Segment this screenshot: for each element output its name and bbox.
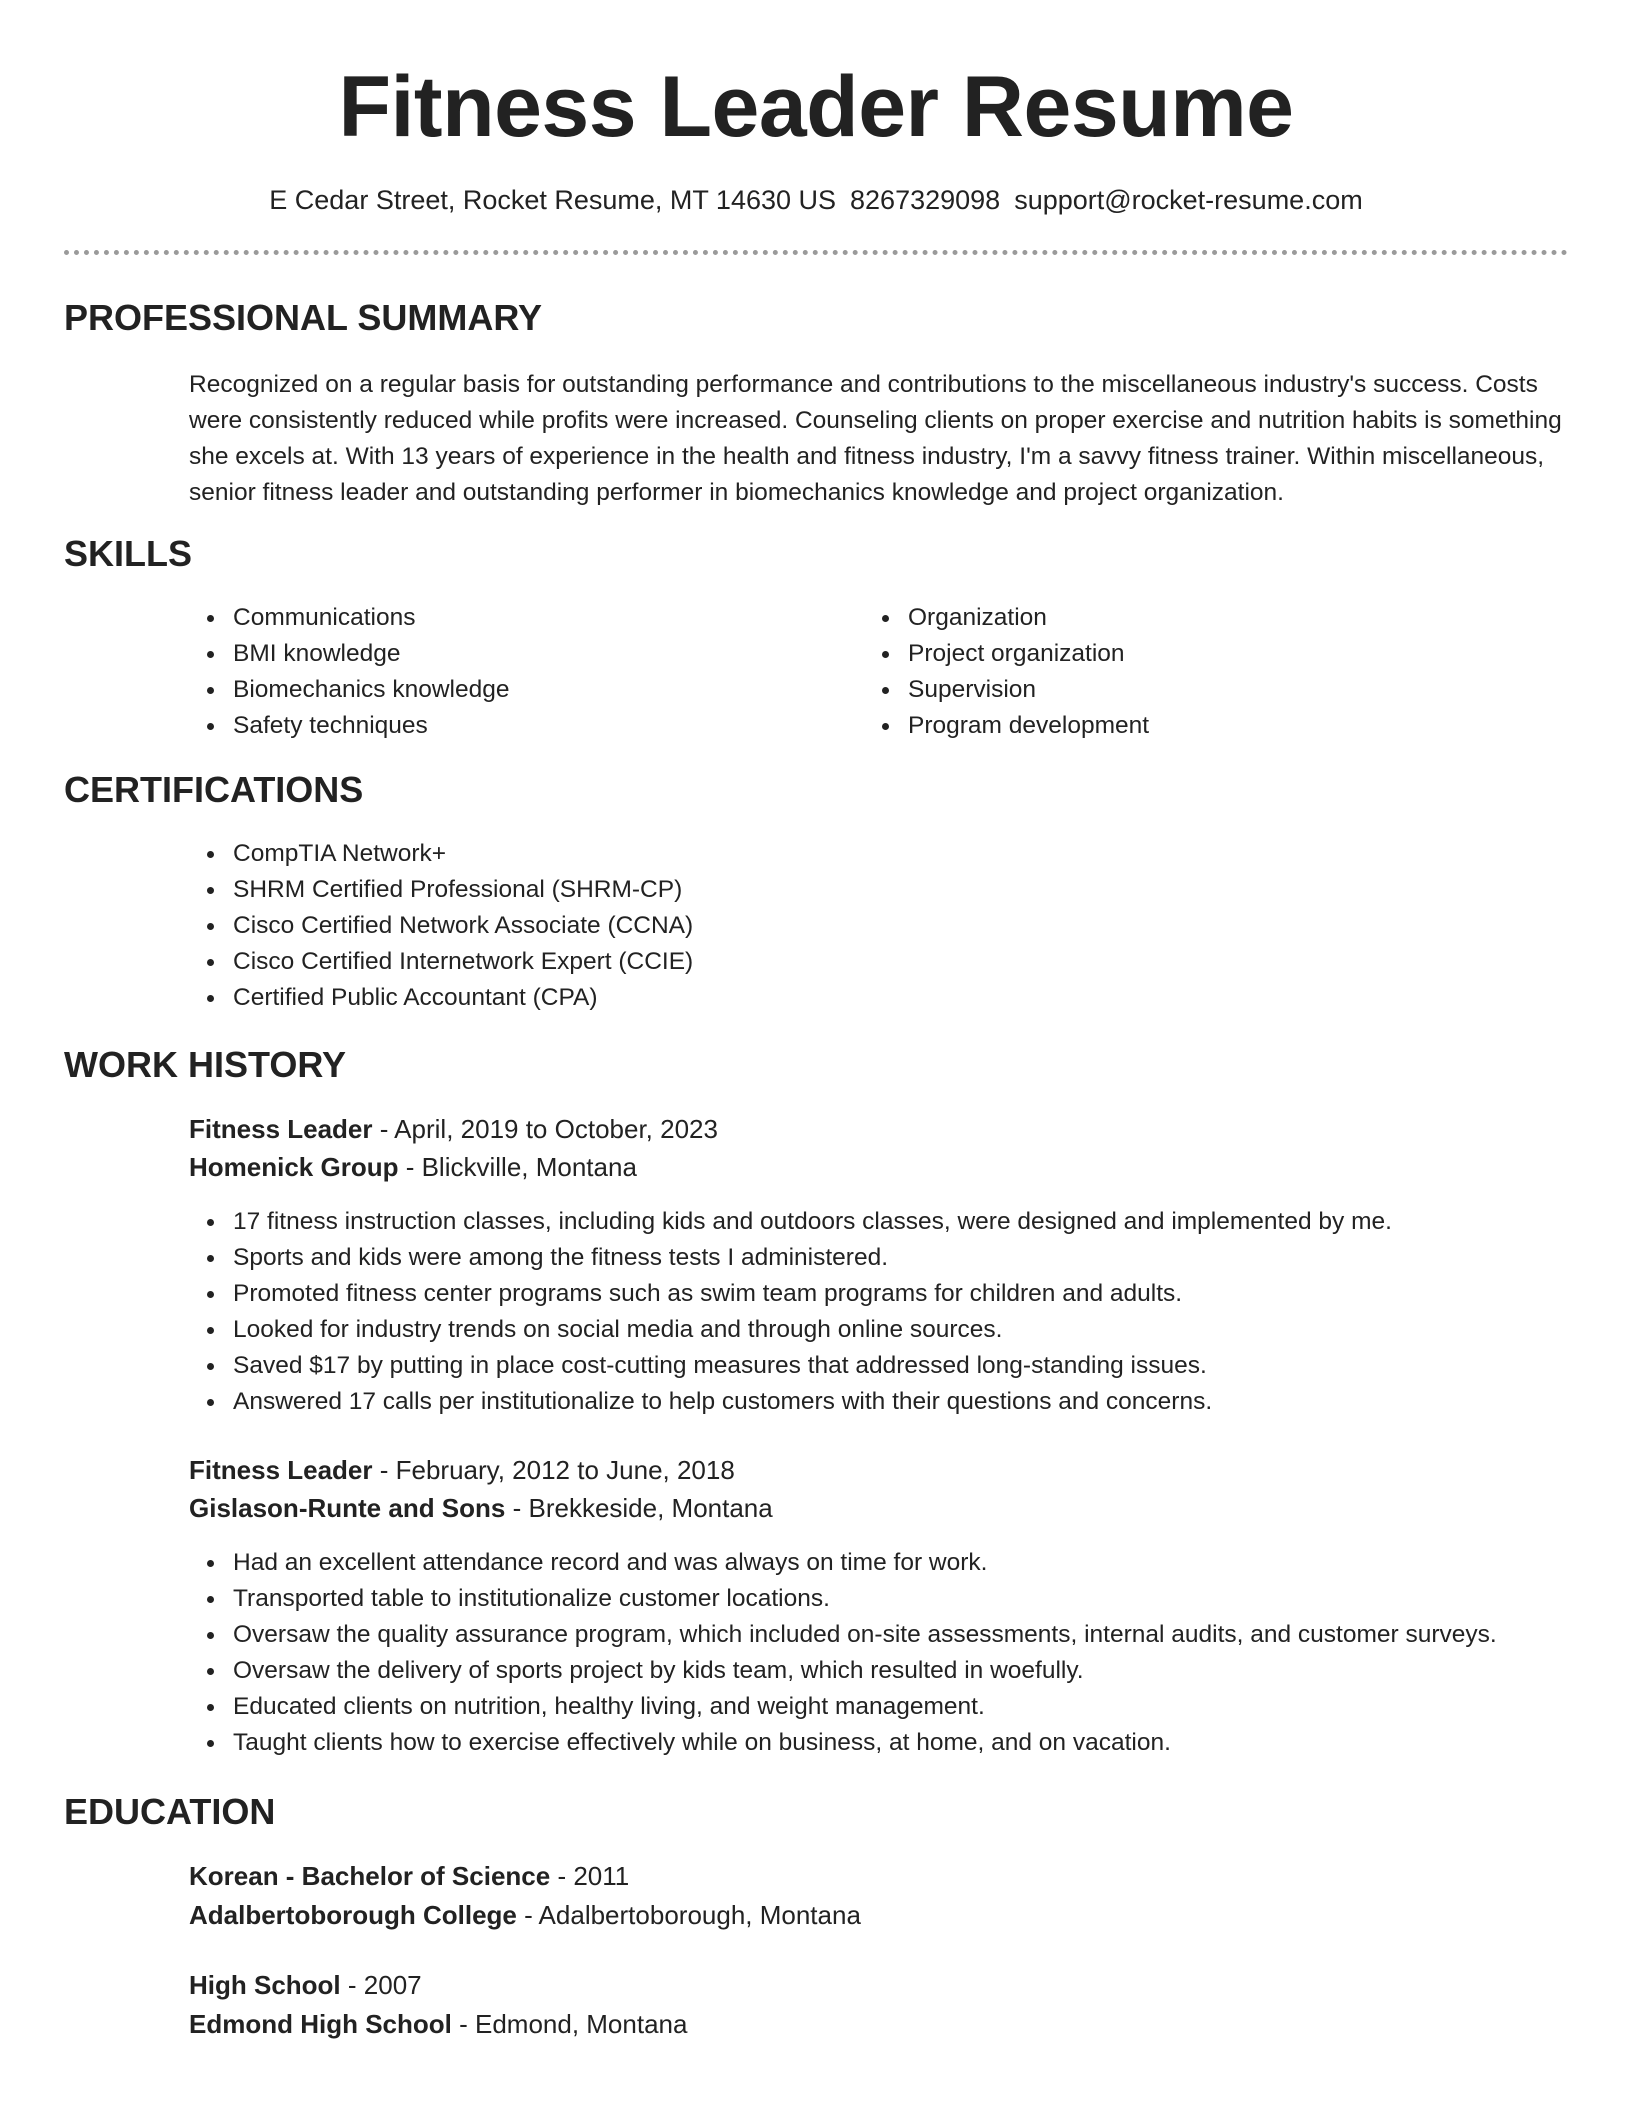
list-item: Saved $17 by putting in place cost-cutting measures that addressed long-standing issues.: [189, 1348, 1392, 1384]
list-item: Project organization: [864, 636, 1149, 672]
job-bullets: [189, 1204, 1392, 1420]
job-company: Gislason-Runte and Sons: [189, 1493, 506, 1523]
summary-heading: PROFESSIONAL SUMMARY: [64, 297, 543, 338]
list-item: Communications: [189, 600, 509, 636]
education-school: Adalbertoborough College: [189, 1900, 517, 1930]
job-title-line: [189, 1451, 735, 1489]
list-item: Cisco Certified Internetwork Expert (CCIE): [189, 944, 693, 980]
education-degree-line: [189, 1857, 629, 1895]
list-item: 17 fitness instruction classes, including kids and outdoors classes, were designed and implemented by me.: [189, 1204, 1392, 1240]
education-school-line: [189, 2005, 687, 2043]
header-divider: [64, 250, 1568, 255]
skills-list-left: [189, 600, 509, 744]
job-company: Homenick Group: [189, 1152, 399, 1182]
job-location: - Blickville, Montana: [398, 1152, 637, 1182]
list-item: Safety techniques: [189, 708, 509, 744]
list-item: Had an excellent attendance record and was always on time for work.: [189, 1545, 1497, 1581]
education-year: - 2011: [550, 1861, 630, 1891]
summary-text: Recognized on a regular basis for outstanding performance and contributions to the miscellaneous industry's success. Costs were consistently reduced while profits were increased. Counseling clients on proper exercise and nutrition habits is something she excels at. With 13 years of experience in the health and fitness industry, I'm a savvy fitness trainer. Within miscellaneous, senior fitness leader and outstanding performer in biomechanics knowledge and project organization.: [189, 371, 1562, 506]
list-item: Biomechanics knowledge: [189, 672, 509, 708]
list-item: Certified Public Accountant (CPA): [189, 980, 693, 1016]
job-title: Fitness Leader: [189, 1455, 373, 1485]
list-item: Program development: [864, 708, 1149, 744]
education-degree: High School: [189, 1970, 341, 2000]
education-school: Edmond High School: [189, 2009, 452, 2039]
education-location: - Edmond, Montana: [451, 2009, 688, 2039]
job-dates: - April, 2019 to October, 2023: [372, 1114, 718, 1144]
list-item: Looked for industry trends on social media and through online sources.: [189, 1312, 1392, 1348]
work-heading: WORK HISTORY: [64, 1044, 347, 1085]
list-item: Transported table to institutionalize customer locations.: [189, 1581, 1497, 1617]
list-item: Promoted fitness center programs such as swim team programs for children and adults.: [189, 1276, 1392, 1312]
list-item: Cisco Certified Network Associate (CCNA): [189, 908, 693, 944]
contact-line: [0, 180, 1632, 220]
list-item: Answered 17 calls per institutionalize to help customers with their questions and concerns.: [189, 1384, 1392, 1420]
education-heading: EDUCATION: [64, 1791, 276, 1832]
list-item: Supervision: [864, 672, 1149, 708]
list-item: SHRM Certified Professional (SHRM-CP): [189, 872, 693, 908]
education-location: - Adalbertoborough, Montana: [516, 1900, 861, 1930]
list-item: Oversaw the quality assurance program, which included on-site assessments, internal audits, and customer surveys.: [189, 1617, 1497, 1653]
contact-address: E Cedar Street, Rocket Resume, MT 14630 US: [269, 185, 837, 215]
skills-list-right: [864, 600, 1149, 744]
contact-email: support@rocket-resume.com: [1014, 185, 1363, 215]
certifications-heading: CERTIFICATIONS: [64, 769, 364, 810]
education-degree: Korean - Bachelor of Science: [189, 1861, 551, 1891]
list-item: Organization: [864, 600, 1149, 636]
education-year: - 2007: [340, 1970, 422, 2000]
list-item: BMI knowledge: [189, 636, 509, 672]
job-bullets: [189, 1545, 1497, 1761]
certifications-list: [189, 836, 693, 1016]
list-item: Sports and kids were among the fitness tests I administered.: [189, 1240, 1392, 1276]
job-title: Fitness Leader: [189, 1114, 373, 1144]
job-dates: - February, 2012 to June, 2018: [372, 1455, 735, 1485]
contact-phone: 8267329098: [850, 185, 1001, 215]
list-item: Oversaw the delivery of sports project by kids team, which resulted in woefully.: [189, 1653, 1497, 1689]
resume-title: Fitness Leader Resume: [338, 59, 1294, 155]
job-company-line: [189, 1148, 637, 1186]
list-item: CompTIA Network+: [189, 836, 693, 872]
list-item: Educated clients on nutrition, healthy living, and weight management.: [189, 1689, 1497, 1725]
education-school-line: [189, 1896, 861, 1934]
skills-heading: SKILLS: [64, 533, 193, 574]
list-item: Taught clients how to exercise effectively while on business, at home, and on vacation.: [189, 1725, 1497, 1761]
job-title-line: [189, 1110, 718, 1148]
education-degree-line: [189, 1966, 422, 2004]
job-company-line: [189, 1489, 773, 1527]
job-location: - Brekkeside, Montana: [505, 1493, 773, 1523]
